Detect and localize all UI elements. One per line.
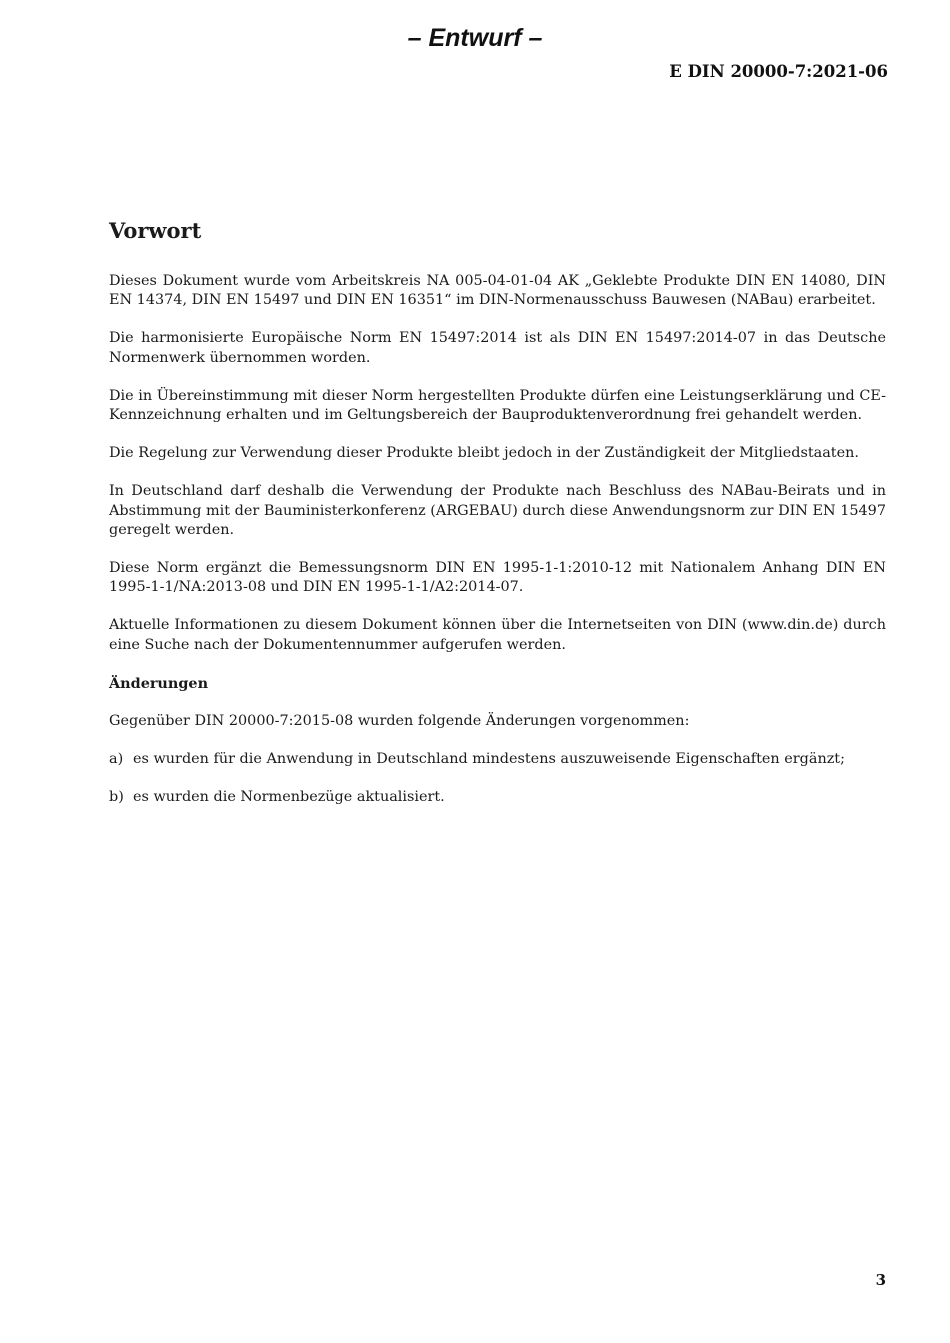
list-item-text: es wurden die Normenbezüge aktualisiert. xyxy=(133,789,445,806)
paragraph-harmonised-standard: Die harmonisierte Europäische Norm EN 15497:2014 ist als DIN EN 15497:2014-07 in das Deutsche Normenwerk übernommen worden. xyxy=(109,330,886,366)
list-marker: a) xyxy=(109,751,124,768)
draft-banner: – Entwurf – xyxy=(407,24,543,52)
document-id: E DIN 20000-7:2021-06 xyxy=(669,62,888,81)
paragraph-germany-usage: In Deutschland darf deshalb die Verwendung der Produkte nach Beschluss des NABau-Beirats und in Abstimmung mit der Bauministerkonferenz (ARGEBAU) durch diese Anwendungsnorm zur DIN EN 15497 geregelt werden. xyxy=(109,483,886,538)
changes-heading: Änderungen xyxy=(109,674,209,692)
foreword-section xyxy=(109,216,886,827)
paragraph-current-information: Aktuelle Informationen zu diesem Dokument können über die Internetseiten von DIN (www.din.de) durch eine Suche nach der Dokumentennummer aufgerufen werden. xyxy=(109,617,886,653)
paragraph-ce-marking: Die in Übereinstimmung mit dieser Norm hergestellten Produkte dürfen eine Leistungserklärung und CE-Kennzeichnung erhalten und im Geltungsbereich der Bauproduktenverordnung frei gehandelt werden. xyxy=(109,387,886,424)
changes-intro: Gegenüber DIN 20000-7:2015-08 wurden folgende Änderungen vorgenommen: xyxy=(109,713,690,730)
page-number: 3 xyxy=(875,1271,886,1289)
list-marker: b) xyxy=(109,789,124,806)
list-item-text: es wurden für die Anwendung in Deutschland mindestens auszuweisende Eigenschaften ergänzt; xyxy=(133,751,845,768)
paragraph-working-committee: Dieses Dokument wurde vom Arbeitskreis NA 005-04-01-04 AK „Geklebte Produkte DIN EN 14080, DIN EN 14374, DIN EN 15497 und DIN EN 16351“ im DIN-Normenausschuss Bauwesen (NABau) erarbeitet. xyxy=(109,273,886,309)
list-item xyxy=(109,788,886,807)
paragraph-member-states: Die Regelung zur Verwendung dieser Produkte bleibt jedoch in der Zuständigkeit der Mitgliedstaaten. xyxy=(109,445,859,462)
paragraph-design-standard: Diese Norm ergänzt die Bemessungsnorm DIN EN 1995-1-1:2010-12 mit Nationalem Anhang DIN EN 1995-1-1/NA:2013-08 und DIN EN 1995-1-1/A2:2014-07. xyxy=(109,560,886,596)
list-item xyxy=(109,750,886,769)
section-title: Vorwort xyxy=(109,218,202,243)
